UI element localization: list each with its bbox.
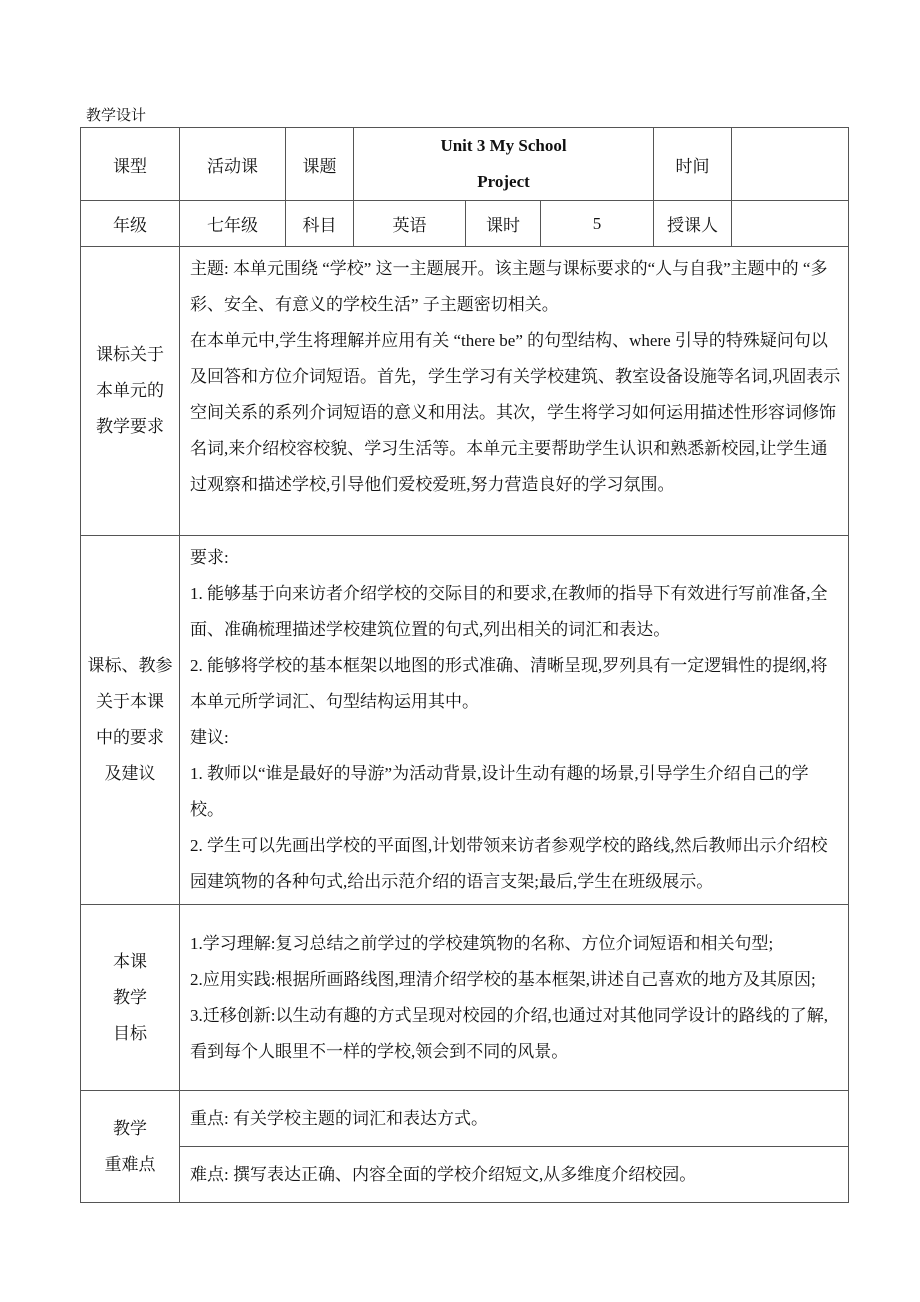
goals-label	[81, 905, 180, 1091]
paragraph: 主题: 本单元围绕 “学校” 这一主题展开。该主题与课标要求的“人与自我”主题中的 “多彩、安全、有意义的学校生活” 子主题密切相关。	[190, 259, 828, 314]
period-label: 课时	[466, 201, 541, 247]
unit-req-label	[81, 247, 180, 536]
goals-content	[180, 905, 849, 1091]
row-unit-requirements	[81, 247, 849, 536]
key-points-label	[81, 1091, 180, 1203]
paragraph: 1. 能够基于向来访者介绍学校的交际目的和要求,在教师的指导下有效进行写前准备,全面、准确梳理描述学校建筑位置的句式,列出相关的词汇和表达。	[190, 584, 828, 639]
label-line: 关于本课	[96, 692, 164, 711]
topic-value	[354, 128, 654, 201]
paragraph: 2.应用实践:根据所画路线图,理清介绍学校的基本框架,讲述自己喜欢的地方及其原因;	[190, 969, 816, 989]
row-lesson-requirements	[81, 536, 849, 905]
teacher-value	[732, 201, 849, 247]
grade-label: 年级	[81, 201, 180, 247]
period-value: 5	[541, 201, 654, 247]
lesson-req-label	[81, 536, 180, 905]
label-line: 目标	[113, 1023, 147, 1043]
subject-label: 科目	[286, 201, 354, 247]
paragraph: 在本单元中,学生将理解并应用有关 “there be” 的句型结构、where 引导的特殊疑问句以及回答和方位介词短语。首先，学生学习有关学校建筑、教室设备设施等名词,巩固表示空间关系的系列介词短语的意义和用法。其次，学生将学习如何运用描述性形容词修饰名词,来介绍校容校貌、学习生活等。本单元主要帮助学生认识和熟悉新校园,让学生通过观察和描述学校,引导他们爱校爱班,努力营造良好的学习氛围。	[190, 331, 841, 494]
paragraph: 要求:	[190, 548, 229, 567]
label-line: 课标关于	[96, 345, 164, 364]
label-line: 教学	[113, 1118, 147, 1138]
paragraph: 1. 教师以“谁是最好的导游”为活动背景,设计生动有趣的场景,引导学生介绍自己的学校。	[190, 764, 809, 819]
lesson-req-content	[180, 536, 849, 905]
label-line: 课标、教参	[87, 656, 173, 675]
doc-header: 教学设计	[86, 108, 147, 124]
teacher-label: 授课人	[654, 201, 732, 247]
label-line: 本单元的	[96, 381, 164, 400]
topic-line1: Unit 3 My School	[440, 136, 567, 155]
label-line: 教学要求	[96, 417, 164, 436]
row-difficulty	[81, 1147, 849, 1203]
label-line: 教学	[113, 987, 147, 1007]
label-line: 及建议	[104, 764, 156, 783]
subject-value: 英语	[354, 201, 466, 247]
focus-content: 重点: 有关学校主题的词汇和表达方式。	[180, 1091, 849, 1147]
unit-req-content	[180, 247, 849, 536]
paragraph: 3.迁移创新:以生动有趣的方式呈现对校园的介绍,也通过对其他同学设计的路线的了解,看到每个人眼里不一样的学校,领会到不同的风景。	[190, 1005, 828, 1061]
paragraph: 1.学习理解:复习总结之前学过的学校建筑物的名称、方位介词短语和相关句型;	[190, 933, 774, 953]
grade-value: 七年级	[180, 201, 286, 247]
topic-line2: Project	[477, 172, 530, 191]
label-line: 重难点	[104, 1154, 156, 1174]
time-label: 时间	[654, 128, 732, 201]
paragraph: 2. 能够将学校的基本框架以地图的形式准确、清晰呈现,罗列具有一定逻辑性的提纲,将本单元所学词汇、句型结构运用其中。	[190, 656, 828, 711]
row-grade	[81, 201, 849, 247]
paragraph: 2. 学生可以先画出学校的平面图,计划带领来访者参观学校的路线,然后教师出示介绍校园建筑物的各种句式,给出示范介绍的语言支架;最后,学生在班级展示。	[190, 836, 828, 891]
type-value: 活动课	[180, 128, 286, 201]
paragraph: 建议:	[190, 728, 229, 747]
type-label: 课型	[81, 128, 180, 201]
row-key-point	[81, 1091, 849, 1147]
row-course-type	[81, 128, 849, 201]
lesson-design-table	[80, 127, 849, 1203]
label-line: 本课	[113, 951, 147, 971]
topic-label: 课题	[286, 128, 354, 201]
time-value	[732, 128, 849, 201]
label-line: 中的要求	[96, 728, 164, 747]
difficulty-content: 难点: 撰写表达正确、内容全面的学校介绍短文,从多维度介绍校园。	[180, 1147, 849, 1203]
row-goals	[81, 905, 849, 1091]
